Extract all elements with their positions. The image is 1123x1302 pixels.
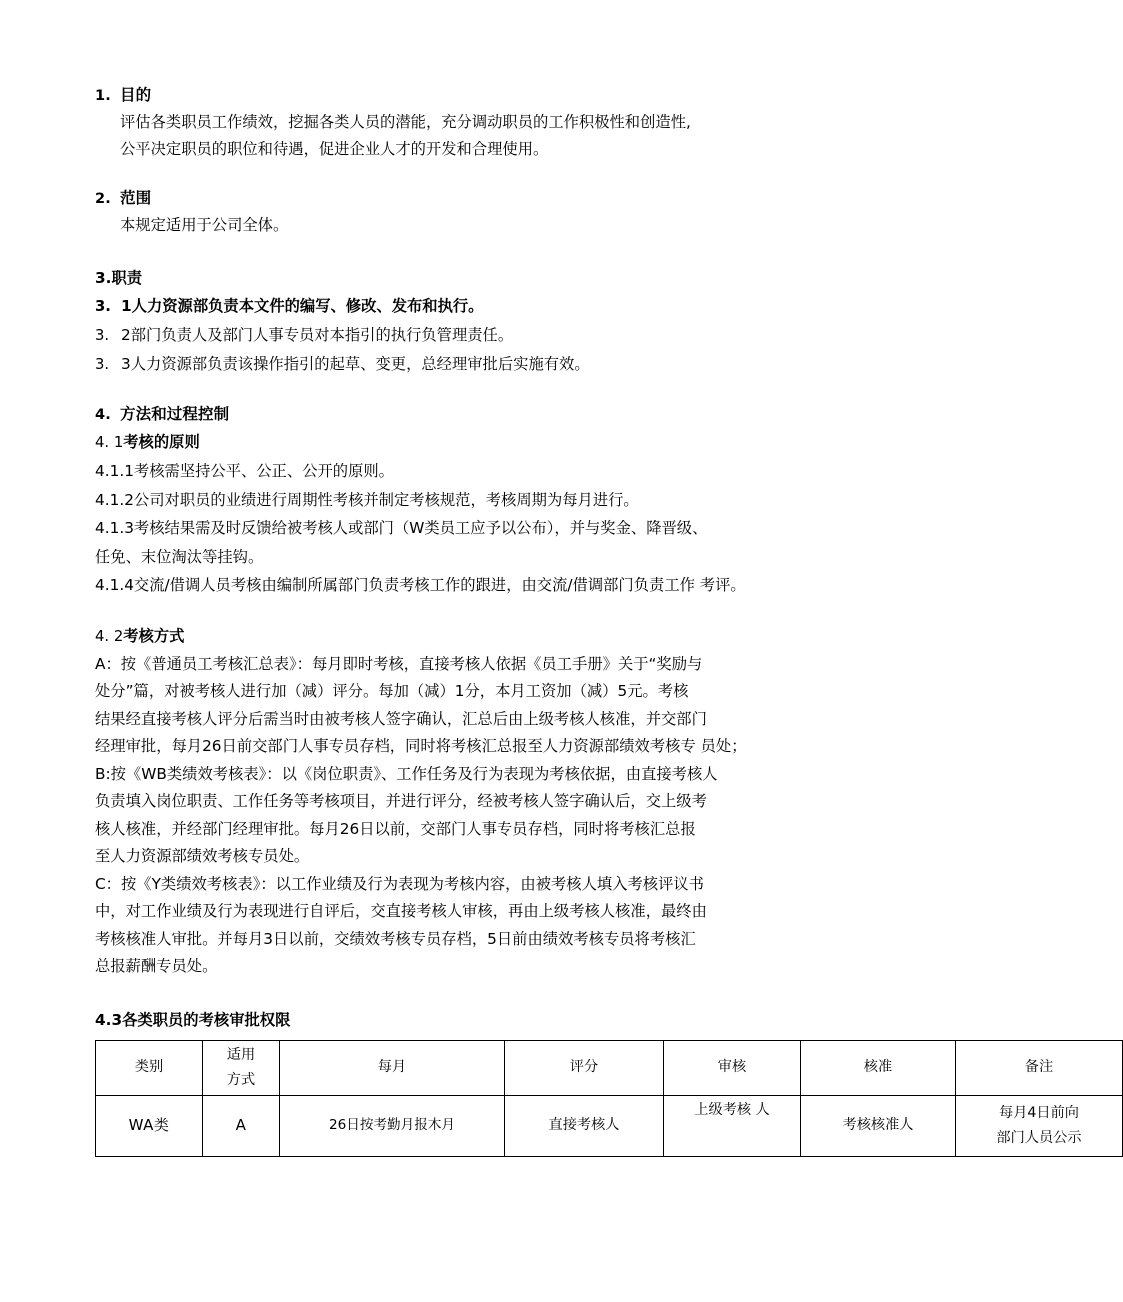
subsection-authority-heading <box>95 1007 855 1034</box>
mode-line: A：按《普通员工考核汇总表》：每月即时考核，直接考核人依据《员工手册》关于“奖励与 <box>95 654 703 673</box>
mode-line: 处分”篇，对被考核人进行加（减）评分。每加（减）1分，本月工资加（减）5元。考核 <box>95 682 689 700</box>
mode-line: C：按《Y类绩效考核表》：以工作业绩及行为表现为考核内容，由被考核人填入考核评议书 <box>95 874 704 893</box>
spacer <box>95 981 855 1007</box>
principle-line: 4.1.1考核需坚持公平、公正、公开的原则。 <box>95 462 394 480</box>
table-header-mode-line1: 适用 <box>226 1046 256 1063</box>
table-cell-scoring: 直接考核人 <box>505 1095 664 1156</box>
table-header-row <box>96 1040 1123 1095</box>
section-scope <box>95 185 855 239</box>
subsection-principle-title: 考核的原则 <box>123 433 200 451</box>
mode-line: 中，对工作业绩及行为表现进行自评后，交直接考核人审核，再由上级考核人核准，最终由 <box>95 902 707 920</box>
section-method-heading <box>95 401 855 428</box>
section-scope-title: 范围 <box>120 189 152 207</box>
section-method <box>95 401 1082 1157</box>
section-purpose <box>95 82 855 163</box>
mode-line: 考核核准人审批。并每月3日以前，交绩效考核专员存档，5日前由绩效考核专员将考核汇 <box>95 929 696 948</box>
section-duty <box>95 265 855 379</box>
mode-line: 结果经直接考核人评分后需当时由被考核人签字确认，汇总后由上级考核人核准，并交部门 <box>95 709 707 728</box>
subsection-modes-title: 考核方式 <box>123 626 185 645</box>
mode-line: 核人核准，并经部门经理审批。每月26日以前，交部门人事专员存档，同时将考核汇总报 <box>95 819 696 838</box>
table-header-category: 类别 <box>96 1040 203 1095</box>
section-method-title: 方法和过程控制 <box>120 405 230 423</box>
mode-line: 至人力资源部绩效考核专员处。 <box>95 847 310 865</box>
section-purpose-line: 公平决定职员的职位和待遇，促进企业人才的开发和合理使用。 <box>120 140 549 158</box>
table-header-review: 审核 <box>664 1040 801 1095</box>
subsection-modes-heading <box>95 622 855 651</box>
subsection-modes-number: 4. 2 <box>95 627 124 645</box>
document-body <box>95 82 1082 1157</box>
section-duty-number: 3. <box>95 269 112 287</box>
authority-table <box>95 1040 1123 1157</box>
table-cell-approval: 考核核准人 <box>801 1095 956 1156</box>
section-method-number: 4. <box>95 407 111 423</box>
table-cell-review: 上级考核 人 <box>664 1095 801 1156</box>
spacer <box>95 379 855 401</box>
table-cell-mode: A <box>203 1095 280 1156</box>
principle-line: 4.1.3考核结果需及时反馈给被考核人或部门（W类员工应予以公布），并与奖金、降晋级、 <box>95 519 708 537</box>
table-cell-remarks-line1: 每月4日前向 <box>999 1104 1079 1121</box>
duty-item-text: 1人力资源部负责本文件的编写、修改、发布和执行。 <box>121 297 484 315</box>
section-purpose-body <box>120 109 855 163</box>
duty-item <box>95 321 855 350</box>
table-header-monthly: 每月 <box>280 1040 505 1095</box>
section-scope-line: 本规定适用于公司全体。 <box>120 216 289 234</box>
mode-line: 总报薪酬专员处。 <box>95 957 218 975</box>
table-header-remarks: 备注 <box>956 1040 1123 1095</box>
table-cell-category: WA类 <box>96 1095 203 1156</box>
section-duty-title: 职责 <box>111 269 143 287</box>
mode-line: 负责填入岗位职责、工作任务等考核项目，并进行评分，经被考核人签字确认后，交上级考 <box>95 792 707 810</box>
duty-item-text: 3人力资源部负责该操作指引的起草、变更，总经理审批后实施有效。 <box>121 355 590 373</box>
table-cell-remarks-line2: 部门人员公示 <box>996 1129 1082 1146</box>
duty-item <box>95 350 855 379</box>
subsection-authority-number: 4.3 <box>95 1010 123 1029</box>
section-purpose-heading <box>95 82 855 109</box>
spacer <box>95 600 855 622</box>
table-row <box>96 1095 1123 1156</box>
spacer <box>95 163 855 185</box>
duty-item-number: 3. <box>95 327 110 344</box>
duty-item-number: 3. <box>95 356 110 373</box>
section-duty-heading <box>95 265 855 292</box>
table-header-mode <box>203 1040 280 1095</box>
spacer <box>95 239 855 265</box>
section-scope-number: 2. <box>95 191 111 207</box>
section-purpose-number: 1. <box>95 88 111 104</box>
section-scope-heading <box>95 185 855 212</box>
principle-line: 4.1.4交流/借调人员考核由编制所属部门负责考核工作的跟进，由交流/借调部门负责工作 考评。 <box>95 576 746 594</box>
table-header-scoring: 评分 <box>505 1040 664 1095</box>
duty-item <box>95 292 855 321</box>
subsection-principle-heading <box>95 428 855 457</box>
section-purpose-line: 评估各类职员工作绩效，挖掘各类人员的潜能，充分调动职员的工作积极性和创造性, <box>120 113 691 131</box>
duty-item-number: 3. <box>95 298 111 315</box>
authority-table-wrapper <box>95 1040 1082 1157</box>
duty-item-text: 2部门负责人及部门人事专员对本指引的执行负管理责任。 <box>121 326 514 344</box>
subsection-authority-title: 各类职员的考核审批权限 <box>122 1010 291 1029</box>
section-scope-body <box>120 212 855 239</box>
table-header-approval: 核准 <box>801 1040 956 1095</box>
mode-line: 经理审批，每月26日前交部门人事专员存档，同时将考核汇总报至人力资源部绩效考核专 员处； <box>95 737 747 755</box>
mode-line: B:按《WB类绩效考核表》：以《岗位职责》、工作任务及行为表现为考核依据，由直接考核人 <box>95 764 718 783</box>
principle-line: 4.1.2公司对职员的业绩进行周期性考核并制定考核规范，考核周期为每月进行。 <box>95 490 639 509</box>
table-cell-monthly: 26日按考勤月报木月 <box>280 1095 505 1156</box>
principle-line: 任免、末位淘汰等挂钩。 <box>95 547 264 566</box>
section-purpose-title: 目的 <box>120 86 152 104</box>
subsection-principle-number: 4. 1 <box>95 434 124 451</box>
table-cell-remarks <box>956 1095 1123 1156</box>
table-header-mode-line2: 方式 <box>226 1071 256 1088</box>
